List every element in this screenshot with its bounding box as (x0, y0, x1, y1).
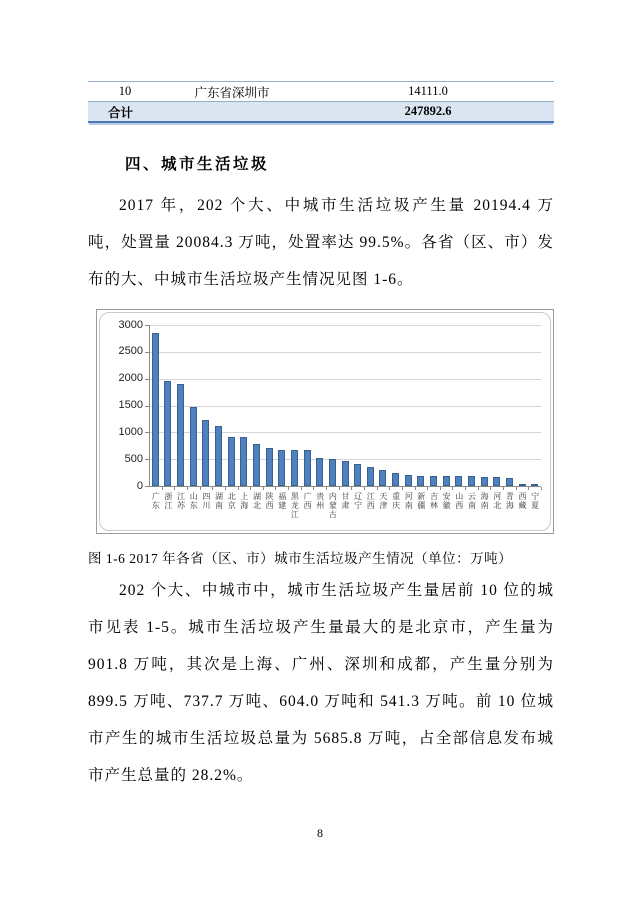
x-axis-category-label: 江苏 (176, 492, 186, 510)
x-axis-category-label: 内蒙古 (328, 492, 338, 519)
y-axis-tick-label: 2500 (118, 345, 143, 358)
gridline (149, 352, 541, 353)
bar-贵州 (316, 458, 323, 486)
x-axis-tick (377, 487, 378, 490)
x-axis-tick (541, 487, 542, 490)
bar-广西 (304, 450, 311, 486)
x-axis-category-label: 湖南 (214, 492, 224, 510)
x-axis-tick (415, 487, 416, 490)
total-label: 合计 (108, 105, 134, 120)
x-axis-tick (313, 487, 314, 490)
x-axis-category-label: 黑龙江 (290, 492, 300, 519)
x-axis-tick (301, 487, 302, 490)
page-content (88, 81, 554, 794)
bar-吉林 (430, 476, 437, 486)
x-axis-category-label: 河北 (492, 492, 502, 510)
bar-chart (97, 310, 553, 533)
x-axis-category-label: 贵州 (315, 492, 325, 510)
bar-宁夏 (531, 484, 538, 486)
table-total-row (88, 101, 554, 123)
x-axis-category-label: 上海 (239, 492, 249, 510)
x-axis-category-label: 青海 (505, 492, 515, 510)
x-axis-category-label: 天津 (378, 492, 388, 510)
bar-北京 (228, 437, 235, 486)
x-axis-tick (364, 487, 365, 490)
total-value: 247892.6 (404, 104, 452, 118)
bar-新疆 (417, 476, 424, 486)
x-axis-category-label: 湖北 (252, 492, 262, 510)
x-axis-tick (478, 487, 479, 490)
x-axis-tick (162, 487, 163, 490)
x-axis-tick (490, 487, 491, 490)
x-axis-line (149, 486, 541, 487)
x-axis-category-label: 安徽 (442, 492, 452, 510)
x-axis-category-label: 江西 (366, 492, 376, 510)
bar-黑龙江 (291, 450, 298, 486)
bar-湖南 (215, 426, 222, 486)
x-axis-tick (516, 487, 517, 490)
y-axis-tick-label: 3000 (118, 318, 143, 331)
bar-江西 (367, 467, 374, 486)
x-axis-tick (288, 487, 289, 490)
x-axis-category-label: 福建 (277, 492, 287, 510)
x-axis-category-label: 吉林 (429, 492, 439, 510)
x-axis-tick (528, 487, 529, 490)
y-axis-tick-label: 2000 (118, 372, 143, 385)
x-axis-tick (212, 487, 213, 490)
y-axis-line (149, 325, 150, 487)
x-axis-tick (465, 487, 466, 490)
x-axis-category-label: 西藏 (518, 492, 528, 510)
bar-山东 (190, 407, 197, 486)
x-axis-tick (263, 487, 264, 490)
x-axis-tick (440, 487, 441, 490)
gridline (149, 325, 541, 326)
x-axis-tick (275, 487, 276, 490)
bar-天津 (379, 470, 386, 486)
bar-上海 (240, 437, 247, 486)
x-axis-category-label: 重庆 (391, 492, 401, 510)
bar-山西 (455, 476, 462, 486)
bar-云南 (468, 476, 475, 486)
bar-重庆 (392, 473, 399, 486)
bar-浙江 (164, 381, 171, 486)
bar-海南 (481, 477, 488, 486)
y-axis-tick-label: 500 (124, 452, 143, 465)
table-row (88, 81, 554, 101)
x-axis-category-label: 甘肃 (341, 492, 350, 510)
x-axis-tick (503, 487, 504, 490)
x-axis-category-label: 辽宁 (353, 492, 363, 510)
bar-湖北 (253, 444, 260, 486)
x-axis-tick (225, 487, 226, 490)
bar-河北 (493, 477, 500, 486)
gridline (149, 379, 541, 380)
x-axis-category-label: 陕西 (265, 492, 275, 510)
bar-内蒙古 (329, 459, 336, 486)
rank-cell: 10 (118, 84, 132, 98)
x-axis-category-label: 山东 (189, 492, 199, 510)
section-heading: 四、城市生活垃圾 (125, 156, 270, 173)
bar-陕西 (266, 448, 273, 486)
ranking-table (88, 81, 554, 123)
bar-辽宁 (354, 464, 361, 486)
bar-安徽 (443, 476, 450, 486)
x-axis-tick (250, 487, 251, 490)
bar-江苏 (177, 384, 184, 486)
x-axis-tick (351, 487, 352, 490)
gridline (149, 406, 541, 407)
paragraph-1: 2017 年，202 个大、中城市生活垃圾产生量 20194.4 万吨，处置量 20084.3 万吨，处置率达 99.5%。各省（区、市）发布的大、中城市生活垃圾产生情况见图 1-6。 (88, 197, 554, 288)
x-axis-tick (187, 487, 188, 490)
figure-caption: 图 1-6 2017 年各省（区、市）城市生活垃圾产生情况（单位：万吨） (88, 551, 513, 566)
x-axis-tick (402, 487, 403, 490)
x-axis-tick (238, 487, 239, 490)
bar-西藏 (519, 484, 526, 486)
x-axis-category-label: 广西 (303, 492, 313, 510)
x-axis-category-label: 河南 (404, 492, 414, 510)
x-axis-tick (389, 487, 390, 490)
y-axis-tick-label: 1500 (118, 399, 143, 411)
x-axis-category-label: 宁夏 (530, 492, 540, 510)
page-number: 8 (317, 826, 323, 840)
x-axis-tick (326, 487, 327, 490)
x-axis-category-label: 云南 (467, 492, 477, 510)
value-cell: 14111.0 (408, 84, 448, 98)
bar-甘肃 (342, 461, 349, 486)
bar-广东 (152, 333, 159, 486)
y-axis-tick-label: 0 (136, 479, 143, 492)
paragraph-2: 202 个大、中城市中，城市生活垃圾产生量居前 10 位的城市见表 1-5。城市生活垃圾产生量最大的是北京市，产生量为 901.8 万吨，其次是上海、广州、深圳和成都，产生量分别为 899.5 万吨、737.7 万吨、604.0 万吨和 541.3 万吨。前 10 位城市产生的城市生活垃圾总量为 5685.8 万吨，占全部信息发布城市产生总量的 28.2%。 (88, 582, 554, 784)
bar-福建 (278, 450, 285, 486)
bar-河南 (405, 475, 412, 486)
x-axis-tick (339, 487, 340, 490)
x-axis-tick (174, 487, 175, 490)
x-axis-category-label: 新疆 (416, 492, 426, 510)
x-axis-category-label: 四川 (201, 492, 211, 510)
x-axis-tick (452, 487, 453, 490)
bar-四川 (202, 420, 209, 486)
x-axis-tick (427, 487, 428, 490)
x-axis-category-label: 广东 (151, 492, 161, 510)
x-axis-category-label: 海南 (480, 492, 490, 510)
x-axis-category-label: 北京 (227, 492, 237, 510)
city-cell: 广东省深圳市 (194, 85, 270, 100)
y-axis-tick-label: 1000 (118, 425, 143, 438)
x-axis-category-label: 浙江 (163, 492, 173, 510)
figure-1-6 (96, 309, 554, 534)
x-axis-tick (200, 487, 201, 490)
x-axis-category-label: 山西 (454, 492, 464, 510)
bar-青海 (506, 478, 513, 486)
